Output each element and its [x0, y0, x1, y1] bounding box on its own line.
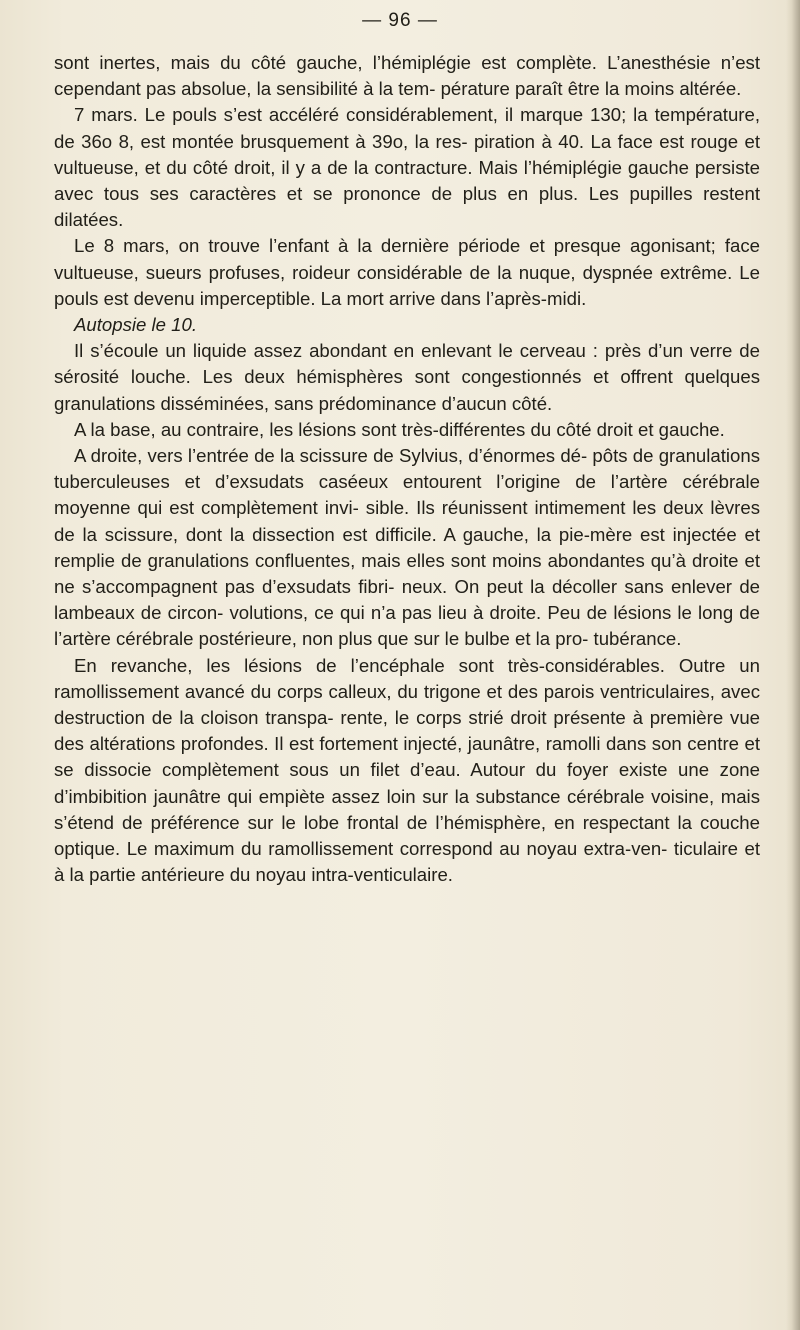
paragraph-base: A la base, au contraire, les lésions sont très-différentes du côté droit et gauche.	[74, 418, 725, 440]
body-text	[54, 50, 760, 889]
paragraph-revanche: En revanche, les lésions de l’encéphale sont très-considérables. Outre un ramollissement avancé du corps calleux, du trigone et des parois ventriculaires, avec destruction de la cloison transpa- rente, le corps strié droit présente à première vue des altérations profondes. Il est fortement injecté, jaunâtre, ramolli dans son centre et se dissocie complètement sous un filet d’eau. Autour du foyer existe une zone d’imbibition jaunâtre qui empiète assez loin sur la substance cérébrale voisine, mais s’étend de préférence sur le lobe frontal de l’hémisphère, en respectant la couche optique. Le maximum du ramollissement correspond au noyau extra-ven- ticulaire et à la partie antérieure du noyau intra-venticulaire.	[54, 654, 760, 886]
page-edge-shadow	[786, 0, 800, 1330]
paragraph-8-mars: Le 8 mars, on trouve l’enfant à la dernière période et presque agonisant; face vultueuse, sueurs profuses, roideur considérable de la nuque, dyspnée extrême. Le pouls est devenu imperceptible. La mort arrive dans l’après-midi.	[54, 235, 760, 309]
paragraph-liquide: Il s’écoule un liquide assez abondant en enlevant le cerveau : près d’un verre de sérosité louche. Les deux hémisphères sont congestionnés et offrent quelques granulations disséminées, sans prédominance d’aucun côté.	[54, 340, 760, 414]
autopsy-heading: Autopsie le 10.	[74, 314, 198, 336]
paragraph-7-mars: 7 mars. Le pouls s’est accéléré considérablement, il marque 130; la température, de 36o 8, est montée brusquement à 39o, la res- piration à 40. La face est rouge et vultueuse, et du côté droit, il y a de la contracture. Mais l’hémiplégie gauche persiste avec tous ses caractères et se prononce de plus en plus. Les pupilles restent dilatées.	[54, 104, 760, 231]
paragraph-droite: A droite, vers l’entrée de la scissure de Sylvius, d’énormes dé- pôts de granulations tuberculeuses et d’exsudats caséeux entourent l’origine de l’artère cérébrale moyenne qui est complètement invi- sible. Ils réunissent intimement les deux lèvres de la scissure, dont la dissection est difficile. A gauche, la pie-mère est injectée et remplie de granulations confluentes, mais elles sont moins abondantes qu’à droite et ne s’accompagnent pas d’exsudats fibri- neux. On peut la décoller sans enlever de lambeaux de circon- volutions, ce qui n’a pas lieu à droite. Peu de lésions le long de l’artère cérébrale postérieure, non plus que sur le bulbe et la pro- tubérance.	[54, 445, 760, 650]
page-number: — 96 —	[362, 10, 438, 31]
paragraph-continuation: sont inertes, mais du côté gauche, l’hémiplégie est complète. L’anesthésie n’est cependant pas absolue, la sensibilité à la tem- pérature paraît être la moins altérée.	[54, 52, 760, 100]
